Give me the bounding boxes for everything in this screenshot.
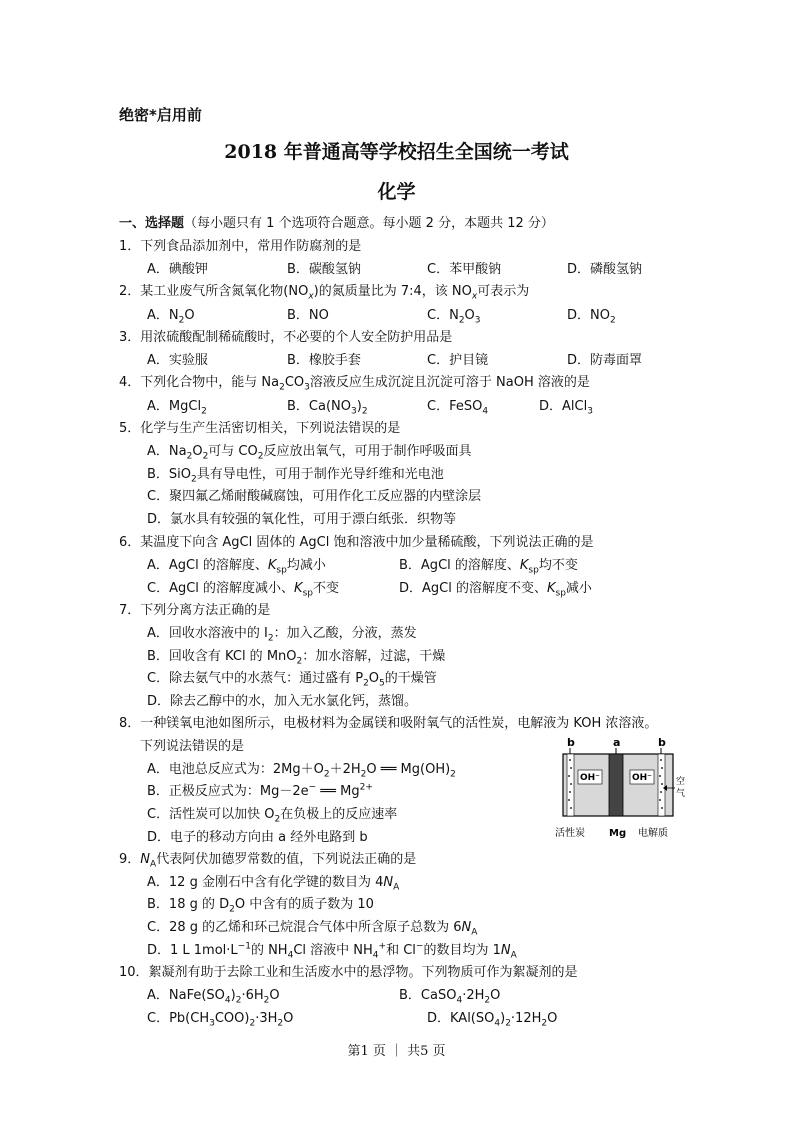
question-3-stem: 3．用浓硫酸配制稀硫酸时，不必要的个人安全防护用品是	[119, 330, 453, 345]
question-1-stem: 1．下列食品添加剂中，常用作防腐剂的是	[119, 239, 362, 254]
q6-option-a	[147, 557, 326, 575]
q10-option-a	[147, 987, 280, 1005]
q9-option-d	[147, 942, 517, 960]
q10-a-part: O	[269, 988, 280, 1003]
q6-a-part: A．AgCl 的溶解度、	[147, 558, 268, 573]
q9-b-part: B．18 g 的 D	[147, 897, 230, 912]
q8-option-a	[147, 761, 456, 779]
q9-d-part: 的数目均为 1	[423, 943, 501, 958]
q6-d-part: D．AgCl 的溶解度不变、	[399, 581, 547, 596]
q2-a-part: O	[184, 308, 195, 323]
q10-sub: 2	[484, 995, 491, 1006]
exam-title: 2018 年普通高等学校招生全国统一考试	[224, 141, 569, 163]
q5-a-part: 反应放出氧气，可用于制作呼吸面具	[263, 444, 472, 459]
q6-sp: sp	[302, 588, 313, 599]
q9-na: N	[461, 920, 472, 935]
q1-option-b: B．碳酸氢钠	[287, 262, 361, 277]
q10-option-b	[399, 987, 500, 1005]
q9-na-sub: A	[393, 882, 400, 893]
q9-na-sub: A	[150, 859, 157, 870]
q5-a-part: 可与 CO	[208, 444, 258, 459]
q4-a-part: A．MgCl	[147, 399, 202, 414]
subject-title: 化学	[377, 181, 416, 203]
q4-option-b	[287, 398, 368, 416]
q10-a-part: A．NaFe(SO	[147, 988, 225, 1003]
q8-a-part: A．电池总反应式为：2Mg＋O	[147, 762, 324, 777]
diagram-label-b-right: b	[658, 736, 666, 749]
question-8-stem: 8．一种镁氧电池如图所示，电极材料为金属镁和吸附氧气的活性炭，电解液为 KOH 浓溶液。	[119, 716, 658, 731]
q7-option-c: C．除去氨气中的水蒸气：通过盛有 $P_2O_5$的干燥管	[147, 671, 437, 689]
q2-c-sub: 2	[458, 315, 465, 326]
q8-option-d: D．电子的移动方向由 a 经外电路到 b	[147, 830, 368, 845]
q5-sub: 2	[191, 474, 197, 485]
q6-c-part: C．AgCl 的溶解度减小、	[147, 581, 295, 596]
q5-option-a	[147, 443, 472, 461]
q9-b-part: O 中含有的质子数为 10	[234, 897, 374, 912]
q7-c-part: O	[368, 671, 380, 686]
q4-sub: 2	[361, 406, 368, 417]
q5-a-part: A．Na	[147, 444, 187, 459]
question-9-stem	[119, 851, 416, 869]
q10-sub: 2	[249, 1018, 256, 1029]
diagram-oh-left: OH⁻	[580, 773, 600, 783]
q2-sub-x: x	[471, 291, 478, 302]
q2-stem-part: 2．某工业废气所含氮氧化物(NO	[119, 284, 309, 299]
q4-b-part: )	[356, 399, 362, 414]
q4-stem-part: 4．下列化合物中，能与 Na	[119, 375, 280, 390]
q10-a-part: )	[230, 988, 236, 1003]
q5-option-b	[147, 466, 444, 484]
q2-option-a	[147, 307, 195, 325]
q5-b-part: 具有导电性，可用于制作光导纤维和光电池	[196, 467, 444, 482]
q9-sup: −1	[237, 941, 251, 952]
q5-a-part: O	[192, 444, 203, 459]
question-2-stem	[119, 283, 529, 301]
q10-b-part: O	[490, 988, 501, 1003]
q6-option-c	[147, 580, 339, 598]
q8-sub: 2	[274, 814, 281, 825]
q9-option-c	[147, 919, 477, 937]
q6-a-part: 均减小	[286, 558, 326, 573]
q9-option-b	[147, 896, 374, 914]
q3-option-d: D．防毒面罩	[567, 353, 643, 368]
q2-a-sub: 2	[178, 315, 185, 326]
q8-b-part: ══ Mg	[316, 784, 360, 799]
q9-sub: 4	[372, 950, 379, 961]
q2-option-b: B．NO	[287, 308, 329, 323]
q4-d-part: D．AlCl	[539, 399, 588, 414]
q4-sub: 3	[587, 406, 593, 417]
q7-option-b	[147, 648, 445, 666]
page-footer: 第1 页 ｜ 共5 页	[347, 1044, 446, 1059]
q5-b-part: B．SiO	[147, 467, 192, 482]
q9-na: N	[383, 875, 394, 890]
q7-a-part: ：加入乙酸，分液，蒸发	[273, 626, 417, 641]
q2-option-c	[427, 307, 481, 325]
q6-k: K	[546, 581, 556, 596]
q6-sp: sp	[276, 565, 287, 576]
q7-option-d: D．除去乙醇中的水，加入无水氯化钙，蒸馏。	[147, 694, 418, 709]
q2-c-part: O	[464, 308, 475, 323]
q10-sub: 2	[505, 1018, 511, 1029]
q6-k: K	[519, 558, 529, 573]
question-5-stem: 5．化学与生产生活密切相关，下列说法错误的是	[119, 421, 401, 436]
q8-sub: 2	[450, 769, 456, 780]
q6-b-part: B．AgCl 的溶解度、	[399, 558, 520, 573]
q2-option-d	[567, 307, 616, 325]
q5-sub: 2	[186, 451, 193, 462]
q9-na: N	[140, 852, 151, 867]
q4-sub: 2	[279, 382, 285, 393]
q8-sub: 2	[323, 769, 330, 780]
diagram-oh-right: OH⁻	[632, 773, 652, 783]
q8-c-part: 在负极上的反应速率	[280, 807, 398, 822]
q4-sub: 3	[304, 382, 310, 393]
q8-a-part: O ══ Mg(OH)	[366, 762, 451, 777]
q7-c-part: C．除去氨气中的水蒸气：通过盛有 P	[147, 671, 364, 686]
q1-option-d: D．磷酸氢钠	[567, 262, 643, 277]
q5-sub: 2	[257, 451, 264, 462]
q3-option-a: A．实验服	[147, 353, 208, 368]
diagram-caption-carbon: 活性炭	[555, 828, 585, 839]
q9-sub: 4	[287, 950, 294, 961]
q6-sp: sp	[555, 588, 566, 599]
confidential-mark: 绝密*启用前	[119, 106, 202, 124]
q4-option-a	[147, 398, 207, 416]
q4-c-part: C．FeSO	[427, 399, 483, 414]
question-6-stem: 6．某温度下向含 AgCl 固体的 AgCl 饱和溶液中加少量稀硫酸，下列说法正确的是	[119, 535, 594, 550]
q8-sub: 2	[360, 769, 367, 780]
q10-d-part: D．KAl(SO	[427, 1011, 495, 1026]
q6-c-part: 不变	[312, 581, 339, 596]
diagram-carbon-left	[567, 754, 574, 816]
q2-c-part: C．N	[427, 308, 459, 323]
section-note: （每小题只有 1 个选项符合题意。每小题 2 分，本题共 12 分）	[184, 216, 554, 231]
q8-sup: −	[308, 782, 317, 793]
q7-a-part: A．回收水溶液中的 I	[147, 626, 268, 641]
q10-sub: 4	[494, 1018, 501, 1029]
q9-option-a	[147, 874, 399, 892]
q9-a-part: A．12 g 金刚石中含有化学键的数目为 4	[147, 875, 384, 890]
q1-option-a: A．碘酸钾	[147, 262, 208, 277]
q2-a-part: A．N	[147, 308, 179, 323]
diagram-label-a: a	[613, 736, 621, 749]
q2-stem-part: 可表示为	[477, 284, 530, 299]
q10-sub: 2	[263, 995, 270, 1006]
question-4-stem	[119, 374, 590, 392]
q10-sub: 3	[209, 1018, 215, 1029]
q6-d-part: 减小	[565, 581, 592, 596]
q9-na-sub: A	[471, 927, 478, 938]
q10-c-part: COO)	[214, 1011, 250, 1026]
q9-d-part: Cl 溶液中 NH	[293, 943, 373, 958]
q8-c-part: C．活性炭可以加快 O	[147, 807, 275, 822]
q8-a-part: ＋2H	[329, 762, 361, 777]
q10-sub: 2	[541, 1018, 548, 1029]
q7-b-part: ：加水溶解，过滤，干燥	[302, 649, 446, 664]
q9-sup: +	[378, 941, 387, 952]
q7-sub: 2	[363, 678, 369, 689]
q7-c-part: 的干燥管	[384, 671, 437, 686]
q10-sub: 4	[224, 995, 231, 1006]
diagram-label-b-left: b	[567, 736, 575, 749]
q7-option-a	[147, 625, 417, 643]
q6-b-part: 均不变	[538, 558, 578, 573]
q9-na: N	[500, 943, 511, 958]
q2-sub-x: x	[308, 291, 314, 302]
q4-sub: 3	[351, 406, 357, 417]
q10-option-d	[427, 1010, 557, 1028]
q6-k: K	[267, 558, 277, 573]
q1-option-c: C．苯甲酸钠	[427, 262, 502, 277]
q4-stem-part: 溶液反应生成沉淀且沉淀可溶于 NaOH 溶液的是	[309, 375, 590, 390]
q6-k: K	[294, 581, 303, 596]
q6-option-d	[399, 580, 592, 598]
q10-c-part: O	[283, 1011, 294, 1026]
q10-b-part: B．CaSO	[399, 988, 457, 1003]
question-10-stem: 10．絮凝剂有助于去除工业和生活废水中的悬浮物。下列物质可作为絮凝剂的是	[119, 965, 578, 980]
diagram-air-1: 空	[676, 777, 685, 787]
q9-sup: −	[415, 941, 424, 952]
q8-sup: 2+	[359, 782, 373, 793]
q10-sub: 2	[277, 1018, 284, 1029]
diagram-carbon-right	[658, 754, 665, 816]
q7-sub: 2	[267, 633, 274, 644]
q4-stem-part: CO	[284, 375, 305, 390]
q10-sub: 2	[235, 995, 242, 1006]
q2-stem-part: )的氮质量比为 7:4，该 NO	[313, 284, 472, 299]
question-8-stem2: 下列说法错误的是	[140, 739, 245, 754]
q10-b-part: ·2H	[462, 988, 485, 1003]
diagram-mg-electrode	[609, 754, 623, 816]
q6-sp: sp	[528, 565, 539, 576]
q7-b-part: B．回收含有 KCl 的 MnO	[147, 649, 297, 664]
q10-sub: 4	[456, 995, 463, 1006]
q3-option-c: C．护目镜	[427, 353, 489, 368]
q10-d-part: O	[547, 1011, 558, 1026]
q4-sub: 2	[201, 406, 207, 417]
q8-option-c	[147, 806, 397, 824]
q10-c-part: ·3H	[255, 1011, 278, 1026]
q4-b-part: B．Ca(NO	[287, 399, 351, 414]
q10-d-part: ·12H	[510, 1011, 542, 1026]
q4-option-d	[539, 398, 593, 416]
q2-c-sub: 3	[474, 315, 481, 326]
q4-sub: 4	[482, 406, 489, 417]
q2-d-part: D．NO	[567, 308, 610, 323]
q2-d-sub: 2	[609, 315, 616, 326]
q9-c-part: C．28 g 的乙烯和环己烷混合气体中所含原子总数为 6	[147, 920, 462, 935]
q10-d-part: )	[500, 1011, 506, 1026]
q5-option-d: D．氯水具有较强的氧化性，可用于漂白纸张．织物等	[147, 512, 457, 527]
q9-sub: 2	[229, 904, 235, 915]
q4-option-c	[427, 398, 488, 416]
q7-sub: 2	[296, 656, 303, 667]
q10-option-c	[147, 1010, 293, 1028]
q10-c-part: C．Pb(CH	[147, 1011, 210, 1026]
q6-option-b	[399, 557, 578, 575]
diagram-caption-electrolyte: 电解质	[638, 828, 668, 839]
q9-d-part: 的 NH	[250, 943, 288, 958]
q3-option-b: B．橡胶手套	[287, 353, 361, 368]
q9-d-part: 和 Cl	[386, 943, 416, 958]
q9-stem-part: 9．	[119, 852, 141, 867]
section-title: 一、选择题	[119, 216, 185, 231]
q5-option-c: C．聚四氟乙烯耐酸碱腐蚀，可用作化工反应器的内壁涂层	[147, 489, 482, 504]
q9-stem-part: 代表阿伏加德罗常数的值，下列说法正确的是	[156, 852, 417, 867]
q8-option-b	[147, 783, 373, 801]
diagram-air-2: 气	[676, 789, 685, 799]
battery-diagram	[555, 736, 685, 846]
q9-na-sub: A	[510, 950, 517, 961]
q5-sub: 2	[202, 451, 209, 462]
question-7-stem: 7．下列分离方法正确的是	[119, 603, 271, 618]
q8-b-part: B．正极反应式为：Mg－2e	[147, 784, 309, 799]
q10-a-part: ·6H	[241, 988, 264, 1003]
diagram-caption-mg: Mg	[609, 828, 627, 839]
q9-d-part: D．1 L 1mol·L	[147, 943, 238, 958]
section-heading	[119, 215, 554, 233]
